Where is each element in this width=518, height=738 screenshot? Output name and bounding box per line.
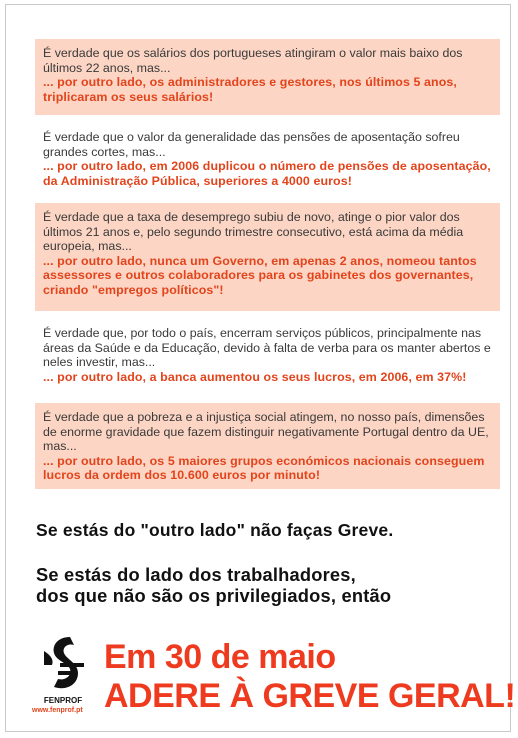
fenprof-emblem-icon <box>40 635 86 695</box>
logo-url: www.fenprof.pt <box>32 707 83 714</box>
block-lead-text: É verdade que, por todo o país, encerram serviços públicos, principalmente nas áreas da Saúde e da Educação, devido à falta de verba para os manter abertos e neles investir, mas... <box>43 326 491 370</box>
argument-block-pensions <box>35 123 500 195</box>
argument-block-salaries <box>35 39 500 115</box>
block-punch-text: ... por outro lado, nunca um Governo, em apenas 2 anos, nomeou tantos assessores e outros colaboradores para os gabinetes dos governantes, criando "empregos políticos"! <box>43 253 477 297</box>
block-punch-text: ... por outro lado, os 5 maiores grupos económicos nacionais conseguem lucros da ordem dos 10.600 euros por minuto! <box>43 453 485 483</box>
logo-name: FENPROF <box>43 696 83 705</box>
block-lead-text: É verdade que a pobreza e a injustiça social atingem, no nosso país, dimensões de enorme gravidade que fazem distinguir negativamente Portugal dentro da UE, mas... <box>43 410 489 454</box>
strike-date: Em 30 de maio <box>104 638 336 676</box>
block-lead-text: É verdade que a taxa de desemprego subiu de novo, atinge o pior valor dos últimos 21 anos e, pelo segundo trimestre consecutivo, está acima da média europeia, mas... <box>43 210 464 254</box>
block-punch-text: ... por outro lado, a banca aumentou os seus lucros, em 2006, em 37%! <box>43 369 467 384</box>
argument-block-unemployment <box>35 203 500 311</box>
fenprof-logo <box>32 629 102 724</box>
argument-block-public-services <box>35 319 500 395</box>
argument-block-poverty <box>35 403 500 489</box>
flyer-page <box>5 4 516 732</box>
tagline-line: dos que não são os privilegiados, então <box>36 585 392 606</box>
block-punch-text: ... por outro lado, os administradores e gestores, nos últimos 5 anos, triplicaram os seus salários! <box>43 75 457 104</box>
argument-blocks <box>35 39 500 497</box>
block-lead-text: É verdade que o valor da generalidade das pensões de aposentação sofreu grandes cortes, mas... <box>43 130 460 159</box>
block-punch-text: ... por outro lado, em 2006 duplicou o número de pensões de aposentação, da Administração Pública, superiores a 4000 euros! <box>43 159 491 188</box>
tagline-workers-side <box>36 564 506 606</box>
tagline-line: Se estás do lado dos trabalhadores, <box>36 564 356 585</box>
tagline-other-side: Se estás do "outro lado" não faças Greve. <box>36 520 394 540</box>
block-lead-text: É verdade que os salários dos portugueses atingiram o valor mais baixo dos últimos 22 anos, mas... <box>43 46 463 75</box>
strike-call: ADERE À GREVE GERAL! <box>104 677 516 715</box>
